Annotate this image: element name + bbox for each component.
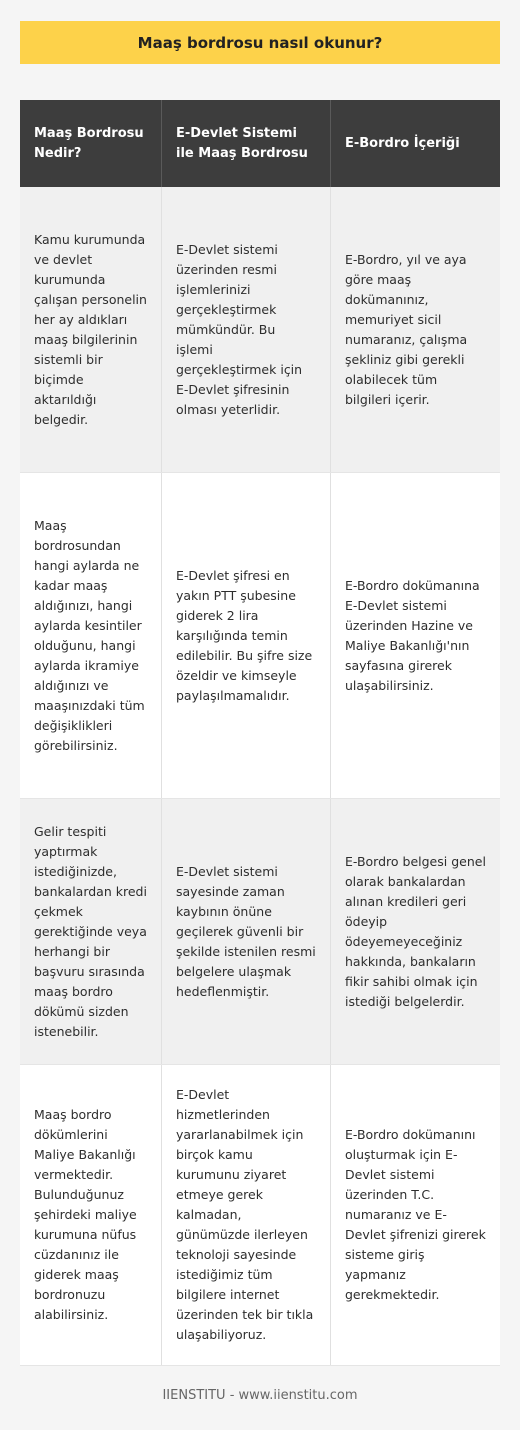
table-cell: Kamu kurumunda ve devlet kurumunda çalışan personelin her ay aldıkları maaş bilgilerinin sistemli bir biçimde aktarıldığı belgedir. — [20, 187, 162, 472]
table-cell: E-Devlet hizmetlerinden yararlanabilmek için birçok kamu kurumunu ziyaret etmeye gerek kalmadan, günümüzde ilerleyen teknoloji sayesinde istediğimiz tüm bilgilere internet üzerinden tek bir tıkla ulaşabiliyoruz. — [162, 1065, 331, 1365]
column-header: E-Bordro İçeriği — [345, 135, 460, 151]
footer-credit: IIENSTITU - www.iienstitu.com — [162, 1388, 358, 1403]
table-cell: Gelir tespiti yaptırmak istediğinizde, bankalardan kredi çekmek gerektiğinde veya herhangi bir başvuru sırasında maaş bordro dökümü sizden istenebilir. — [20, 799, 162, 1064]
table-cell: E-Bordro belgesi genel olarak bankalardan alınan kredileri geri ödeyip ödeyemeyeceğiniz hakkında, bankaların fikir sahibi olmak için istediği belgelerdir. — [345, 853, 486, 1009]
column-header: E-Devlet Sistemi ile Maaş Bordrosu — [162, 100, 331, 187]
table-row — [20, 473, 500, 799]
column-header: Maaş Bordrosu Nedir? — [20, 100, 162, 187]
table-cell: E-Devlet sistemi sayesinde zaman kaybının önüne geçilerek güvenli bir şekilde istenilen resmi belgelere ulaşmak hedeflenmiştir. — [162, 799, 331, 1064]
table-cell: E-Devlet şifresi en yakın PTT şubesine giderek 2 lira karşılığında temin edilebilir. Bu şifre size özeldir ve kimseyle paylaşılmamalıdır. — [162, 473, 331, 798]
table-header-row — [20, 100, 500, 187]
table-cell: E-Bordro dokümanına E-Devlet sistemi üzerinden Hazine ve Maliye Bakanlığı'nın sayfasına girerek ulaşabilirsiniz. — [345, 577, 480, 693]
table-cell: Maaş bordro dökümlerini Maliye Bakanlığı vermektedir. Bulunduğunuz şehirdeki maliye kurumuna nüfus cüzdanınız ile giderek maaş bordronuzu alabilirsiniz. — [20, 1065, 162, 1365]
table-row — [20, 799, 500, 1065]
table-cell: E-Devlet sistemi üzerinden resmi işlemlerinizi gerçekleştirmek mümkündür. Bu işlemi gerçekleştirmek için E-Devlet şifresinin olması yeterlidir. — [162, 187, 331, 472]
table-cell: Maaş bordrosundan hangi aylarda ne kadar maaş aldığınızı, hangi aylarda kesintiler olduğunu, hangi aylarda ikramiye aldığınızı ve maaşınızdaki tüm değişiklikleri görebilirsiniz. — [20, 473, 162, 798]
table-row — [20, 187, 500, 473]
title-banner — [20, 21, 500, 64]
table-row — [20, 1065, 500, 1366]
table-cell: E-Bordro dokümanını oluşturmak için E-Devlet sistemi üzerinden T.C. numaranız ve E-Devlet şifrenizi girerek sisteme giriş yapmanız gerekmektedir. — [345, 1127, 486, 1302]
table-cell: E-Bordro, yıl ve aya göre maaş dokümanınız, memuriyet sicil numaranız, çalışma şekliniz gibi gerekli olabilecek tüm bilgileri içerir. — [345, 251, 468, 407]
comparison-table — [20, 100, 500, 1366]
page-title: Maaş bordrosu nasıl okunur? — [137, 33, 383, 52]
